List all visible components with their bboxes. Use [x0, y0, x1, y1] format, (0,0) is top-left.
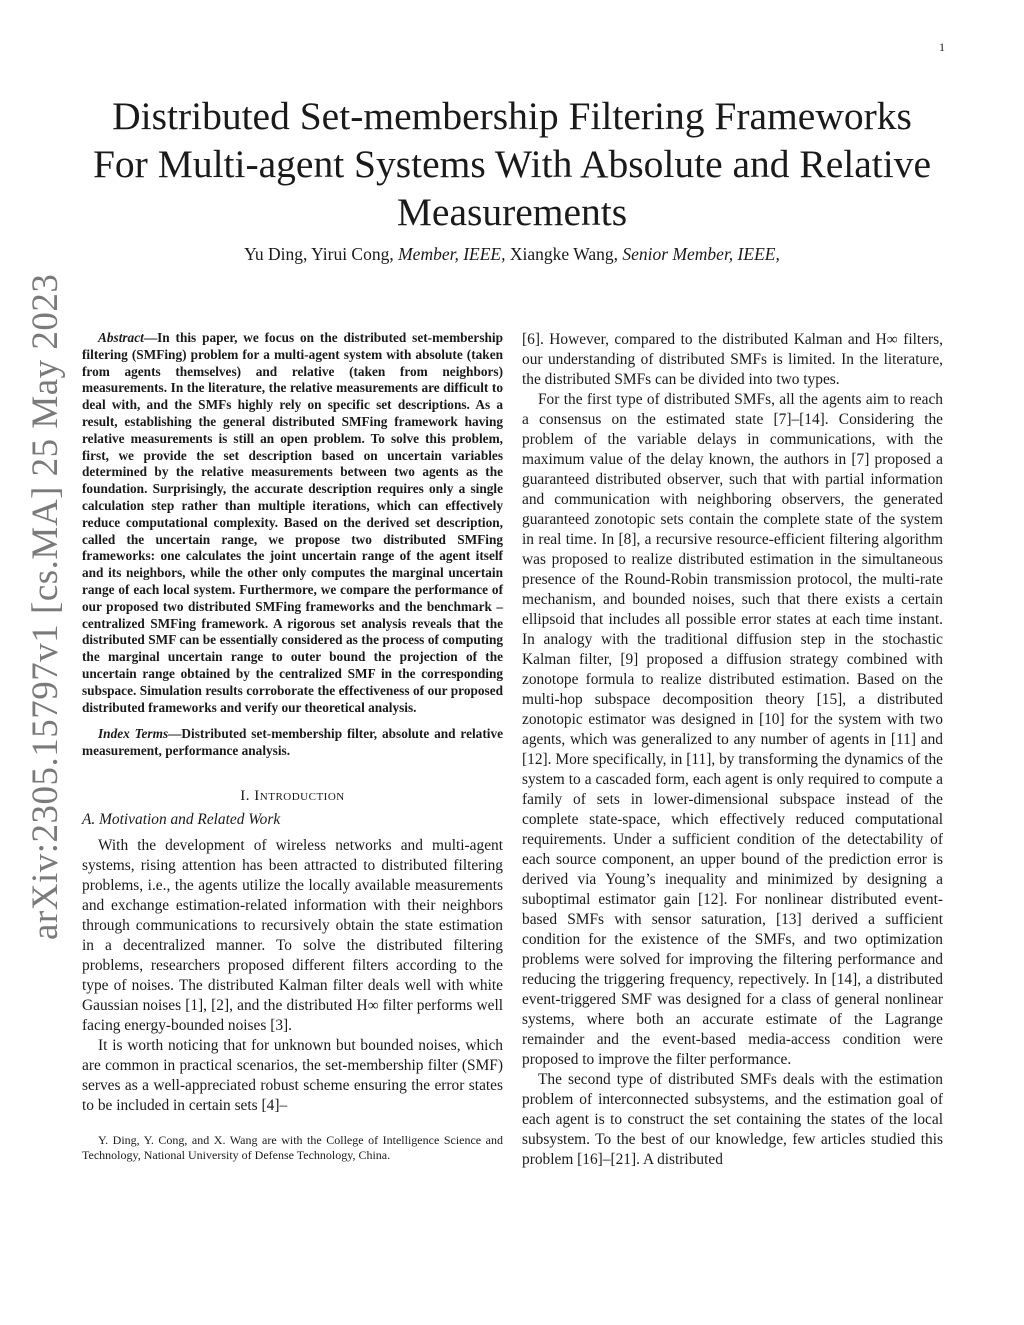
author-names-2: Xiangke Wang,: [505, 244, 623, 264]
left-column: [82, 330, 503, 1163]
paragraph: The second type of distributed SMFs deals with the estimation problem of interconnected subsystems, and the estimation goal of each agent is to construct the set containing the states of the local subsystem. To the best of our knowledge, few articles studied this problem [16]–[21]. A distributed: [522, 1071, 943, 1168]
section-title: Introduction: [254, 787, 345, 804]
paragraph: With the development of wireless networks and multi-agent systems, rising attention has been attracted to distributed filtering problems, i.e., the agents utilize the locally available measurements and exchange estimation-related information with their neighbors through communications to recursively obtain the state estimation in a decentralized manner. To solve the distributed filtering problems, researchers proposed different filters according to the type of noises. The distributed Kalman filter deals well with white Gaussian noises [1], [2], and the distributed H∞ filter performs well facing energy-bounded noises [3].: [82, 836, 503, 1034]
section-heading: [82, 786, 503, 806]
author-line: [80, 244, 944, 265]
arxiv-stamp: arXiv:2305.15797v1 [cs.MA] 25 May 2023: [25, 273, 66, 940]
abstract: [82, 330, 503, 716]
page-number: 1: [939, 40, 945, 54]
abstract-text: —In this paper, we focus on the distributed set-membership filtering (SMFing) problem for a multi-agent system with absolute (taken from agents themselves) and relative (taken from neighbors) measurements. In the literature, the relative measurements are difficult to deal with, and the SMFs highly rely on specific set descriptions. As a result, establishing the general distributed SMFing framework having relative measurements is still an open problem. To solve this problem, first, we provide the set description based on uncertain variables determined by the relative measurements between two agents as the foundation. Surprisingly, the accurate description requires only a single calculation step rather than multiple iterations, which can effectively reduce computational complexity. Based on the derived set description, called the uncertain range, we propose two distributed SMFing frameworks: one calculates the joint uncertain range of the agent itself and its neighbors, while the other only computes the marginal uncertain range of each local system. Furthermore, we compare the performance of our proposed two distributed SMFing frameworks and the benchmark – centralized SMFing framework. A rigorous set analysis reveals that the distributed SMF can be essentially considered as the process of computing the marginal uncertain range to outer bound the projection of the uncertain range obtained by the centralized SMF in the corresponding subspace. Simulation results corroborate the effectiveness of our proposed distributed frameworks and verify our theoretical analysis.: [82, 330, 503, 715]
right-column: [522, 330, 943, 1170]
subsection-heading: A. Motivation and Related Work: [82, 810, 281, 828]
author-role-1: Member, IEEE,: [398, 244, 506, 264]
paragraph: [6]. However, compared to the distributed Kalman and H∞ filters, our understanding of distributed SMFs is limited. In the literature, the distributed SMFs can be divided into two types.: [522, 331, 943, 388]
abstract-lead: Abstract: [98, 330, 144, 345]
paragraph: For the first type of distributed SMFs, all the agents aim to reach a consensus on the estimated state [7]–[14]. Considering the problem of the variable delays in communications, with the maximum value of the delay known, the authors in [7] proposed a guaranteed distributed observer, such that with partial information and communication with neighboring observers, the generated guaranteed zonotopic sets contain the complete state of the system in real time. In [8], a recursive resource-efficient filtering algorithm was proposed to realize distributed estimation in the simultaneous presence of the Round-Robin transmission protocol, the multi-rate mechanism, and bounded noises, such that there exists a certain ellipsoid that includes all possible error states at each time instant. In analogy with the traditional diffusion step in the stochastic Kalman filter, [9] proposed a diffusion strategy combined with zonotope formula to realize distributed estimation. Based on the multi-hop subspace decomposition theory [15], a distributed zonotopic estimator was designed in [10] for the system with two agents, which was generalized to any number of agents in [11] and [12]. More specifically, in [11], by transforming the dynamics of the system to a cascaded form, each agent is only required to compute a family of sets in lower-dimensional subspace instead of the complete state-space, which effectively reduced computational requirements. Under a sufficient condition of the detectability of each source component, an upper bound of the prediction error is derived via Young’s inequality and minimized by designing a suboptimal estimator gain [12]. For nonlinear distributed event-based SMFs with sensor saturation, [13] derived a sufficient condition for the existence of the SMFs, and two optimization problems were solved for improving the filtering performance and reducing the triggering frequency, repectively. In [14], a distributed event-triggered SMF was designed for a class of general nonlinear systems, where both an accurate estimate of the Lagrange remainder and the event-based media-access condition were proposed to improve the filter performance.: [522, 391, 943, 1068]
index-terms: [82, 726, 503, 760]
paper-title: Distributed Set-membership Filtering Frameworks For Multi-agent Systems With Absolute and Relative Measurements: [92, 94, 932, 234]
author-names-1: Yu Ding, Yirui Cong,: [244, 244, 399, 264]
paragraph: It is worth noticing that for unknown but bounded noises, which are common in practical scenarios, the set-membership filter (SMF) serves as a well-appreciated robust scheme ensuring the error states to be included in certain sets [4]–: [82, 1036, 503, 1114]
author-role-2: Senior Member, IEEE,: [622, 244, 780, 264]
index-terms-lead: Index Terms: [98, 726, 169, 742]
index-terms-text: —Distributed set-membership filter, absolute and relative measurement, performance analysis.: [82, 726, 503, 759]
section-number: I.: [240, 787, 255, 804]
footnote: Y. Ding, Y. Cong, and X. Wang are with the College of Intelligence Science and Technology, National University of Defense Technology, China.: [82, 1132, 503, 1162]
